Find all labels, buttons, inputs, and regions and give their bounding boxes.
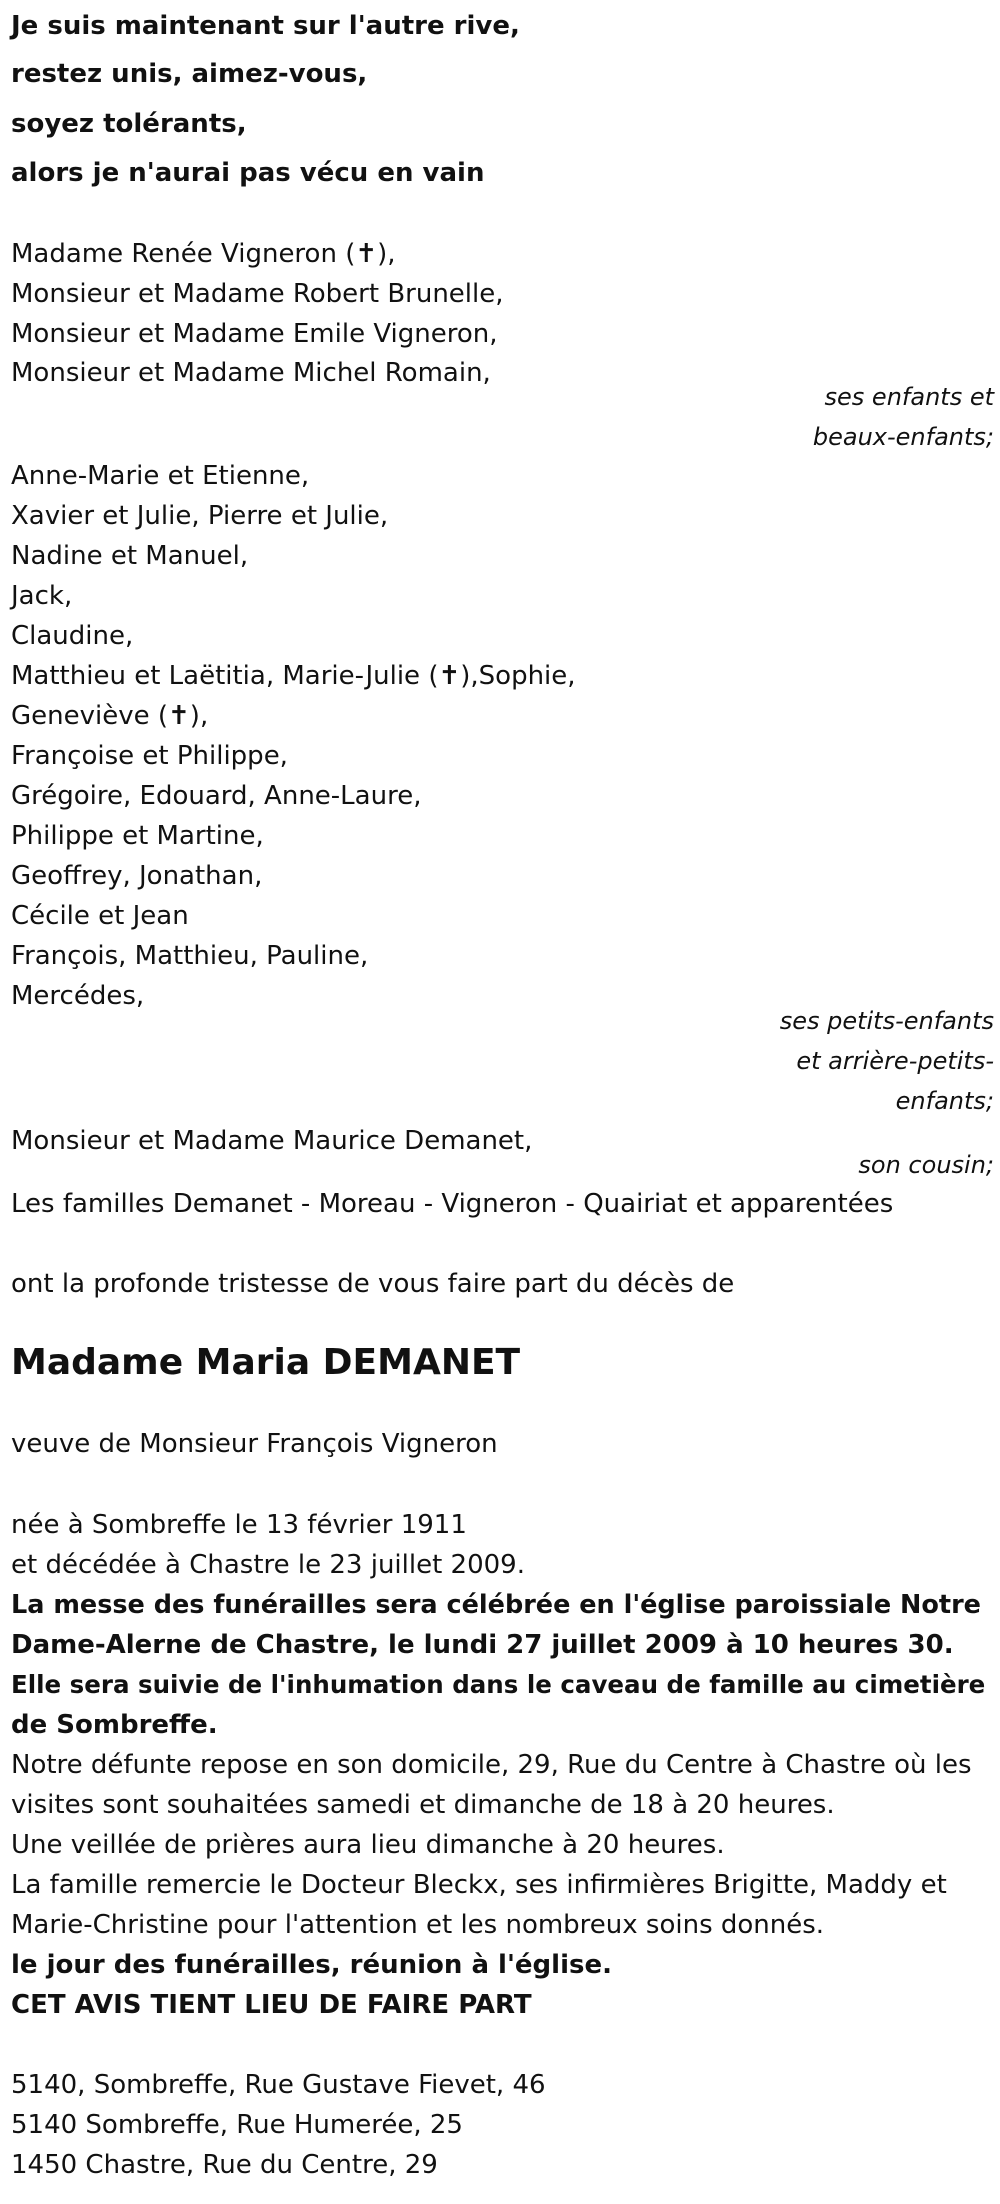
family-line: Françoise et Philippe, <box>11 741 288 771</box>
address-line: 5140 Sombreffe, Rue Humerée, 25 <box>11 2110 463 2140</box>
family-line: Geneviève (✝), <box>11 701 209 731</box>
poem-line: Je suis maintenant sur l'autre rive, <box>11 11 520 41</box>
family-line: Philippe et Martine, <box>11 821 264 851</box>
family-line: Madame Renée Vigneron (✝), <box>11 239 396 269</box>
family-line: Monsieur et Madame Michel Romain, <box>11 358 491 388</box>
family-line: Grégoire, Edouard, Anne-Laure, <box>11 781 422 811</box>
address-line: 5140, Sombreffe, Rue Gustave Fievet, 46 <box>11 2070 546 2100</box>
detail-line: visites sont souhaitées samedi et dimanche de 18 à 20 heures. <box>11 1790 835 1820</box>
family-line: Jack, <box>11 581 73 611</box>
family-line: Xavier et Julie, Pierre et Julie, <box>11 501 389 531</box>
detail-line: le jour des funérailles, réunion à l'église. <box>11 1950 612 1980</box>
detail-line: La famille remercie le Docteur Bleckx, ses infirmières Brigitte, Maddy et <box>11 1870 947 1900</box>
family-line: François, Matthieu, Pauline, <box>11 941 369 971</box>
families-line: Les familles Demanet - Moreau - Vigneron - Quairiat et apparentées <box>11 1189 894 1219</box>
announcement-text: ont la profonde tristesse de vous faire part du décès de <box>11 1269 735 1299</box>
relation-label: ses petits-enfants <box>779 1007 994 1035</box>
relation-label: ses enfants et <box>824 383 994 411</box>
family-line: Cécile et Jean <box>11 901 189 931</box>
detail-line: La messe des funérailles sera célébrée en l'église paroissiale Notre <box>11 1590 981 1620</box>
widow-of-text: veuve de Monsieur François Vigneron <box>11 1429 498 1459</box>
poem-line: restez unis, aimez-vous, <box>11 59 368 89</box>
family-line: Monsieur et Madame Emile Vigneron, <box>11 319 498 349</box>
detail-line: CET AVIS TIENT LIEU DE FAIRE PART <box>11 1990 532 2020</box>
detail-line: Marie-Christine pour l'attention et les nombreux soins donnés. <box>11 1910 825 1940</box>
detail-line: de Sombreffe. <box>11 1710 218 1740</box>
family-line: Anne-Marie et Etienne, <box>11 461 310 491</box>
relation-label: beaux-enfants; <box>812 423 994 451</box>
family-line: Geoffrey, Jonathan, <box>11 861 263 891</box>
deceased-name: Madame Maria DEMANET <box>11 1342 521 1383</box>
family-line: Mercédes, <box>11 981 145 1011</box>
detail-line: Notre défunte repose en son domicile, 29, Rue du Centre à Chastre où les <box>11 1750 972 1780</box>
family-line: Nadine et Manuel, <box>11 541 249 571</box>
detail-line: Elle sera suivie de l'inhumation dans le caveau de famille au cimetière <box>11 1670 986 1699</box>
detail-line: Dame-Alerne de Chastre, le lundi 27 juillet 2009 à 10 heures 30. <box>11 1630 954 1660</box>
family-line: Monsieur et Madame Maurice Demanet, <box>11 1126 533 1156</box>
poem-line: alors je n'aurai pas vécu en vain <box>11 158 485 188</box>
relation-label: enfants; <box>895 1087 994 1115</box>
detail-line: et décédée à Chastre le 23 juillet 2009. <box>11 1550 525 1580</box>
detail-line: née à Sombreffe le 13 février 1911 <box>11 1510 467 1540</box>
family-line: Matthieu et Laëtitia, Marie-Julie (✝),Sophie, <box>11 661 576 691</box>
family-line: Claudine, <box>11 621 134 651</box>
poem-line: soyez tolérants, <box>11 109 247 139</box>
relation-label: et arrière-petits- <box>796 1047 994 1075</box>
address-line: 1450 Chastre, Rue du Centre, 29 <box>11 2150 438 2180</box>
relation-label: son cousin; <box>858 1151 994 1179</box>
detail-line: Une veillée de prières aura lieu dimanche à 20 heures. <box>11 1830 725 1860</box>
family-line: Monsieur et Madame Robert Brunelle, <box>11 279 504 309</box>
